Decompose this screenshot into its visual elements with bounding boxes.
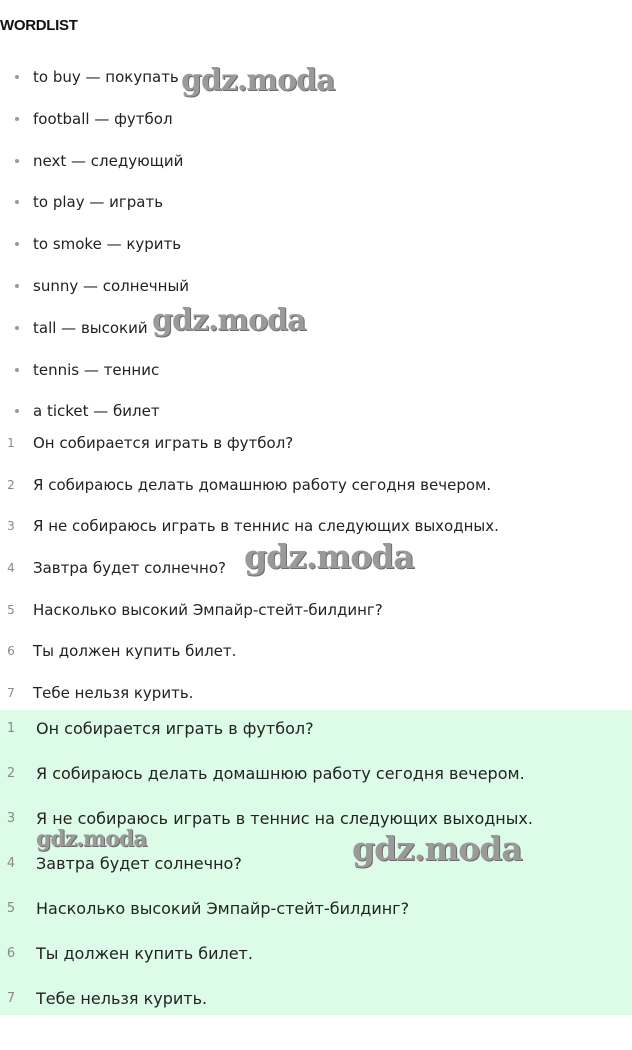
item-number: 7 — [6, 991, 16, 1006]
watermark: gdz.moda — [181, 63, 335, 98]
wordlist-title: WORDLIST — [0, 17, 78, 34]
sentence-text: Ты должен купить билет. — [33, 642, 237, 661]
bullet-icon — [15, 409, 19, 413]
watermark: gdz.moda — [36, 826, 147, 852]
wordlist-item-text: to buy — покупать — [33, 68, 179, 86]
sentence-text: Насколько высокий Эмпайр-стейт-билдинг? — [33, 600, 383, 619]
wordlist-item — [0, 185, 632, 227]
answer-text: Завтра будет солнечно? — [36, 854, 242, 873]
answer-text: Насколько высокий Эмпайр-стейт-билдинг? — [36, 899, 410, 918]
bullet-icon — [15, 75, 19, 79]
sentence-item — [0, 468, 632, 510]
wordlist — [0, 60, 632, 436]
item-number: 5 — [7, 602, 15, 617]
bullet-icon — [15, 242, 19, 246]
answer-item — [0, 988, 632, 1033]
bullet-icon — [15, 368, 19, 372]
item-number: 6 — [6, 946, 16, 961]
sentence-text: Тебе нельзя курить. — [33, 684, 194, 703]
answer-list — [0, 718, 632, 1033]
answer-text: Он собирается играть в футбол? — [36, 719, 314, 738]
wordlist-item — [0, 269, 632, 311]
wordlist-item-text: a ticket — билет — [33, 402, 160, 421]
item-number: 2 — [7, 477, 15, 492]
answer-text: Ты должен купить билет. — [36, 944, 253, 963]
bullet-icon — [15, 326, 19, 330]
item-number: 1 — [7, 436, 15, 450]
watermark: gdz.moda — [152, 303, 306, 338]
item-number: 3 — [6, 811, 16, 826]
wordlist-item — [0, 311, 632, 353]
answer-box — [0, 710, 632, 1015]
sentence-text: Он собирается играть в футбол? — [33, 434, 294, 452]
sentence-text: Я собираюсь делать домашнюю работу сегодня вечером. — [33, 475, 492, 494]
answer-text: Я собираюсь делать домашнюю работу сегодня вечером. — [36, 764, 525, 783]
wordlist-item — [0, 144, 632, 186]
bullet-icon — [15, 200, 19, 204]
item-number: 7 — [7, 686, 15, 701]
wordlist-item-text: tall — высокий — [33, 318, 148, 337]
answer-item — [0, 718, 632, 763]
bullet-icon — [15, 284, 19, 288]
item-number: 5 — [6, 901, 16, 916]
wordlist-item-text: to play — играть — [33, 193, 164, 212]
watermark: gdz.moda — [352, 829, 522, 868]
sentence-text: Я не собираюсь играть в теннис на следующих выходных. — [33, 517, 499, 536]
sentence-item — [0, 634, 632, 676]
item-number: 4 — [6, 856, 16, 871]
wordlist-item-text: to smoke — курить — [33, 235, 182, 254]
answer-item — [0, 763, 632, 808]
bullet-icon — [15, 117, 19, 121]
answer-item — [0, 943, 632, 988]
answer-text: Я не собираюсь играть в теннис на следующих выходных. — [36, 809, 533, 828]
answer-text: Тебе нельзя курить. — [36, 989, 208, 1008]
item-number: 3 — [7, 519, 15, 534]
wordlist-item-text: tennis — теннис — [33, 360, 160, 379]
sentence-text: Завтра будет солнечно? — [33, 559, 226, 578]
wordlist-item — [0, 353, 632, 395]
watermark: gdz.moda — [244, 537, 414, 576]
answer-item — [0, 898, 632, 943]
wordlist-item — [0, 102, 632, 144]
sentence-item — [0, 426, 632, 468]
sentence-item — [0, 593, 632, 635]
bullet-icon — [15, 159, 19, 163]
wordlist-item-text: next — следующий — [33, 151, 184, 170]
wordlist-item-text: sunny — солнечный — [33, 276, 190, 295]
item-number: 6 — [7, 644, 15, 659]
item-number: 2 — [6, 766, 16, 781]
wordlist-item-text: football — футбол — [33, 109, 173, 128]
wordlist-item — [0, 227, 632, 269]
item-number: 1 — [6, 721, 16, 736]
item-number: 4 — [7, 561, 15, 576]
answer-item — [0, 853, 632, 898]
